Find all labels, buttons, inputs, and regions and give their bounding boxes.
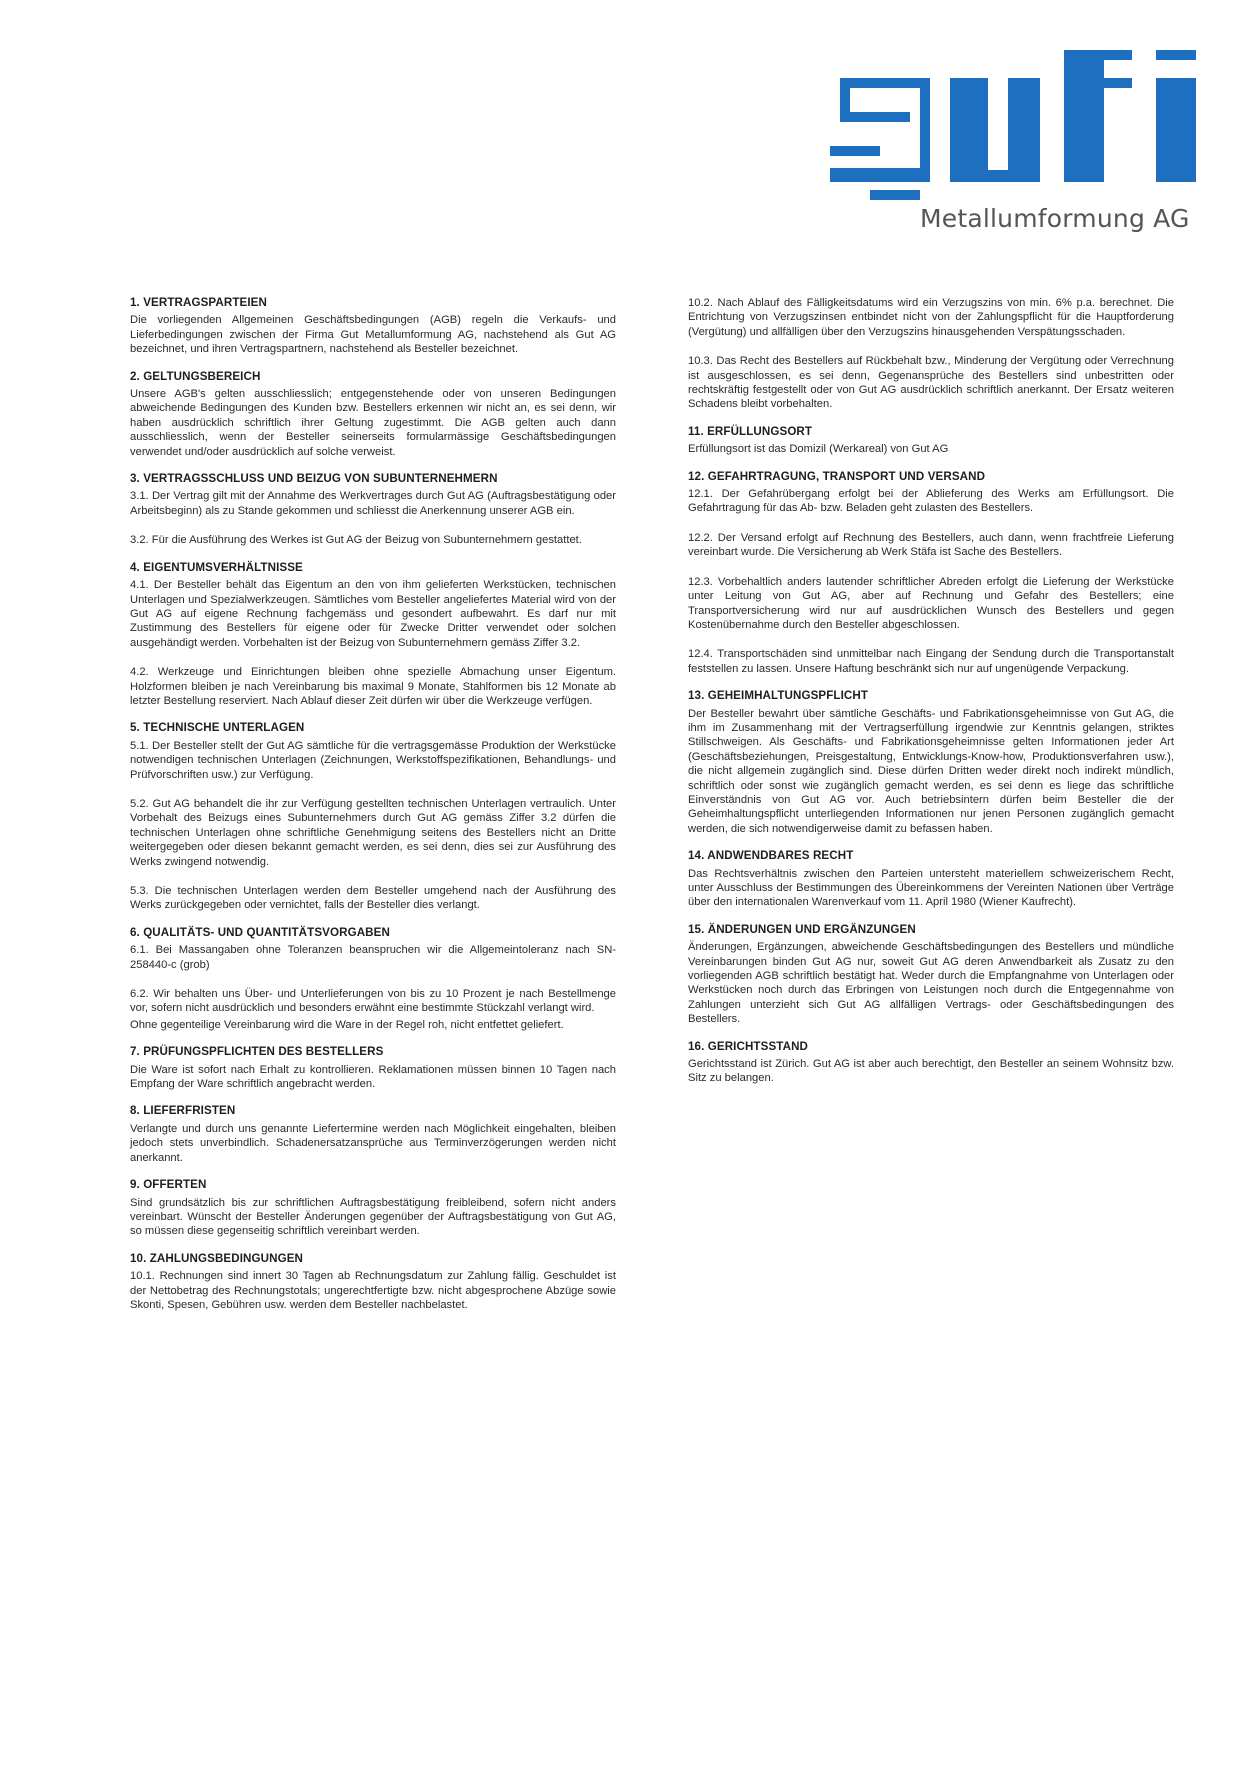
section-paragraph: 10.3. Das Recht des Bestellers auf Rückbehalt bzw., Minderung der Vergütung oder Verrechnung ist ausgeschlossen, es sei denn, Gegenansprüche des Bestellers sind unbestritten oder rechtskräftig festgestellt oder von Gut AG ausdrücklich schriftlich anerkannt. Der Ersatz weiteren Schadens bleibt vorbehalten. bbox=[688, 355, 1174, 411]
section-paragraph: Erfüllungsort ist das Domizil (Werkareal) von Gut AG bbox=[688, 443, 949, 456]
section-heading: 11. ERFÜLLUNGSORT bbox=[688, 424, 813, 438]
section-heading: 16. GERICHTSSTAND bbox=[688, 1039, 809, 1053]
terms-section bbox=[130, 472, 616, 548]
company-logo bbox=[820, 50, 1210, 240]
section-heading: 9. OFFERTEN bbox=[130, 1178, 207, 1192]
logo-letter-g bbox=[830, 78, 930, 200]
section-heading: 15. ÄNDERUNGEN UND ERGÄNZUNGEN bbox=[688, 922, 916, 936]
section-heading: 3. VERTRAGSSCHLUSS UND BEIZUG VON SUBUNTERNEHMERN bbox=[130, 472, 498, 486]
section-heading: 4. EIGENTUMSVERHÄLTNISSE bbox=[130, 560, 303, 574]
section-paragraph: 6.2. Wir behalten uns Über- und Unterlieferungen von bis zu 10 Prozent je nach Bestellmenge vor, sofern nicht ausdrücklich und besonders erwähnt eine bestimmte Stückzahl verlangt wird. bbox=[130, 988, 616, 1015]
section-paragraph: 12.4. Transportschäden sind unmittelbar nach Eingang der Sendung durch die Transportanstalt feststellen zu lassen. Unsere Haftung beschränkt sich nur auf ungenügende Verpackung. bbox=[688, 648, 1174, 675]
terms-section bbox=[130, 1104, 616, 1165]
section-paragraph: 4.2. Werkzeuge und Einrichtungen bleiben ohne spezielle Abmachung unser Eigentum. Holzformen bleiben je nach Vereinbarung bis maximal 9 Monate, Stahlformen bis 12 Monate ab letzter Bestellung reserviert. Nach Ablauf dieser Zeit dürfen wir über die Werkzeuge verfügen. bbox=[130, 666, 616, 707]
terms-section bbox=[688, 1040, 1174, 1086]
terms-section bbox=[130, 1252, 616, 1313]
section-paragraph: 6.1. Bei Massangaben ohne Toleranzen beanspruchen wir die Allgemeintoleranz nach SN-258440-c (grob) bbox=[130, 944, 616, 971]
section-paragraph: 10.2. Nach Ablauf des Fälligkeitsdatums wird ein Verzugszins von min. 6% p.a. berechnet. Die Entrichtung von Verzugszinsen entbindet nicht von der Zahlungspflicht für die Hauptforderung (Vergütung) und allfälligen über den Verzugszins hinausgehenden Verspätungsschaden. bbox=[688, 297, 1174, 338]
section-paragraph: 5.3. Die technischen Unterlagen werden dem Besteller umgehend nach der Ausführung des Werks zurückgegeben oder vernichtet, falls der Besteller dies verlangt. bbox=[130, 885, 616, 912]
section-paragraph: 10.1. Rechnungen sind innert 30 Tagen ab Rechnungsdatum zur Zahlung fällig. Geschuldet ist der Nettobetrag des Rechnungstotals; ungerechtfertigte bzw. nicht abgesprochene Abzüge sowie Skonti, Spesen, Gebühren usw. werden dem Besteller nachbelastet. bbox=[130, 1270, 616, 1311]
terms-section bbox=[130, 1178, 616, 1239]
section-heading: 8. LIEFERFRISTEN bbox=[130, 1104, 236, 1118]
section-heading: 6. QUALITÄTS- UND QUANTITÄTSVORGABEN bbox=[130, 925, 390, 939]
section-heading: 2. GELTUNGSBEREICH bbox=[130, 369, 261, 383]
right-column bbox=[688, 296, 1174, 1099]
section-paragraph: Unsere AGB's gelten ausschliesslich; entgegenstehende oder von unseren Bedingungen abweichende Bedingungen des Kunden bzw. Bestellers erkennen wir nicht an, es sei denn, wir haben ausdrücklich schriftlich ihrer Geltung zugestimmt. Die AGB gelten auch dann ausschliesslich, wenn der Besteller seinerseits formularmässige Geschäftsbedingungen verwendet und/oder ausdrücklich auf solche verweist. bbox=[130, 388, 616, 458]
section-heading: 1. VERTRAGSPARTEIEN bbox=[130, 296, 267, 309]
section-paragraph: 12.2. Der Versand erfolgt auf Rechnung des Bestellers, auch dann, wenn frachtfreie Lieferung vereinbart wurde. Die Versicherung ab Werk Stäfa ist Sache des Bestellers. bbox=[688, 531, 1174, 559]
section-paragraph: Der Besteller bewahrt über sämtliche Geschäfts- und Fabrikationsgeheimnisse von Gut AG, die ihm im Zusammenhang mit der Vertragserfüllung irgendwie zur Kenntnis gelangen, striktes Stillschweigen. Als Geschäfts- und Fabrikationsgeheimnisse gelten Informationen jeder Art (Geschäftsbeziehungen, Preisgestaltung, Entwicklungs-Know-how, Produktionsverfahren usw.), die nicht allgemein zugänglich sind. Diese dürfen Dritten weder direkt noch indirekt mündlich, schriftlich oder sonst wie zugänglich gemacht werden, es sei denn es liege das schriftliche Einverständnis von Gut AG vor. Auch betriebsintern dürfen beim Besteller die der Geheimhaltungspflicht unterliegenden Informationen nur jenen Personen zugänglich gemacht werden, die sich notwendigerweise damit zu befassen haben. bbox=[688, 707, 1174, 835]
logo-letter-t bbox=[1064, 50, 1132, 182]
terms-section bbox=[688, 923, 1174, 1027]
section-paragraph: Die Ware ist sofort nach Erhalt zu kontrollieren. Reklamationen müssen binnen 10 Tagen nach Empfang der Ware schriftlich angebracht werden. bbox=[130, 1063, 616, 1091]
section-heading: 10. ZAHLUNGSBEDINGUNGEN bbox=[130, 1251, 304, 1265]
terms-section bbox=[688, 849, 1174, 910]
terms-section bbox=[130, 370, 616, 459]
section-paragraph: Sind grundsätzlich bis zur schriftlichen Auftragsbestätigung freibleibend, sofern nicht anders vereinbart. Wünscht der Besteller Änderungen gegenüber der Auftragsbestätigung von Gut AG, so müssen diese gegenseitig schriftlich vereinbart werden. bbox=[130, 1196, 616, 1238]
section-paragraph: Verlangte und durch uns genannte Liefertermine werden nach Möglichkeit eingehalten, bleiben jedoch stets unverbindlich. Schadenersatzansprüche aus Terminverzögerungen werden nicht anerkannt. bbox=[130, 1122, 616, 1164]
terms-section bbox=[130, 926, 616, 1032]
terms-section bbox=[688, 425, 1174, 457]
logo-letter-u bbox=[950, 78, 1040, 182]
section-paragraph: Gerichtsstand ist Zürich. Gut AG ist aber auch berechtigt, den Besteller an seinem Wohnsitz bzw. Sitz zu belangen. bbox=[688, 1058, 1174, 1085]
section-heading: 7. PRÜFUNGSPFLICHTEN DES BESTELLERS bbox=[130, 1045, 384, 1059]
section-heading: 13. GEHEIMHALTUNGSPFLICHT bbox=[688, 689, 869, 703]
section-paragraph: Ohne gegenteilige Vereinbarung wird die Ware in der Regel roh, nicht entfettet geliefert. bbox=[130, 1018, 564, 1031]
section-heading: 14. ANDWENDBARES RECHT bbox=[688, 849, 854, 863]
section-paragraph: 5.1. Der Besteller stellt der Gut AG sämtliche für die vertragsgemässe Produktion der Werkstücke notwendigen technischen Unterlagen (Zeichnungen, Werkstoffspezifikationen, Behandlungs- und Prüfvorschriften usw.) zur Verfügung. bbox=[130, 739, 616, 781]
terms-section bbox=[130, 296, 616, 357]
terms-section bbox=[688, 470, 1174, 676]
section-paragraph: Das Rechtsverhältnis zwischen den Parteien untersteht materiellem schweizerischem Recht, unter Ausschluss der Bestimmungen des Übereinkommens der Vereinten Nationen über Verträge über den internationalen Warenverkauf vom 11. April 1980 (Wiener Kaufrecht). bbox=[688, 867, 1174, 909]
terms-section bbox=[130, 721, 616, 912]
left-column bbox=[130, 296, 616, 1325]
section-paragraph: 3.1. Der Vertrag gilt mit der Annahme des Werkvertrages durch Gut AG (Auftragsbestätigung oder Arbeitsbeginn) als zu Stande gekommen und schliesst die Anerkennung unserer AGB ein. bbox=[130, 490, 616, 517]
section-paragraph: 5.2. Gut AG behandelt die ihr zur Verfügung gestellten technischen Unterlagen vertraulich. Unter Vorbehalt des Beizugs eines Subunternehmers durch Gut AG gemäss Ziffer 3.2 dürfen die technischen Unterlagen ohne schriftliche Genehmigung seitens des Bestellers nicht an Dritte weitergegeben oder diesen bekannt gemacht werden, es sei denn, dies sei zur Ausführung des Werks zwingend notwendig. bbox=[130, 797, 616, 868]
section-heading: 12. GEFAHRTRAGUNG, TRANSPORT UND VERSAND bbox=[688, 469, 986, 483]
terms-section bbox=[688, 296, 1174, 412]
terms-section bbox=[130, 561, 616, 709]
section-paragraph: Die vorliegenden Allgemeinen Geschäftsbedingungen (AGB) regeln die Verkaufs- und Lieferbedingungen zwischen der Firma Gut Metallumformung AG, nachstehend als Gut AG bezeichnet, und ihren Vertragspartnern, nachstehend als Besteller bezeichnet. bbox=[130, 314, 616, 356]
terms-section bbox=[130, 1045, 616, 1091]
section-paragraph: Änderungen, Ergänzungen, abweichende Geschäftsbedingungen des Bestellers und mündliche Vereinbarungen binden Gut AG nur, soweit Gut AG deren Anwendbarkeit als Zusatz zu den vorliegenden AGB schriftlich bestätigt hat. Weder durch die Empfangnahme von Unterlagen oder Werkstücken noch durch das Erbringen von Leistungen noch durch die Entgegennahme von Zahlungen unterzieht sich Gut AG allfälligen Vertrags- oder Geschäftsbedingungen des Bestellers. bbox=[688, 941, 1174, 1026]
logo-subtitle: Metallumformung AG bbox=[920, 204, 1190, 233]
section-paragraph: 12.3. Vorbehaltlich anders lautender schriftlicher Abreden erfolgt die Lieferung der Werkstücke unter Leitung von Gut AG, aber auf Rechnung und Gefahr des Bestellers; eine Transportversicherung wird nur auf ausdrücklichen Wunsch des Bestellers und gegen Kostenübernahme durch den Besteller abgeschlossen. bbox=[688, 575, 1174, 631]
terms-section bbox=[688, 689, 1174, 836]
section-paragraph: 12.1. Der Gefahrübergang erfolgt bei der Ablieferung des Werks am Erfüllungsort. Die Gefahrtragung für das Ab- bzw. Beladen geht zulasten des Bestellers. bbox=[688, 488, 1174, 515]
gut-logo-mark bbox=[820, 50, 1210, 200]
logo-letter-i bbox=[1156, 50, 1196, 182]
section-heading: 5. TECHNISCHE UNTERLAGEN bbox=[130, 721, 305, 735]
section-paragraph: 4.1. Der Besteller behält das Eigentum an den von ihm gelieferten Werkstücken, technischen Unterlagen und Spezialwerkzeugen. Sämtliches vom Besteller angeliefertes Material wird von der Gut AG auf eigene Rechnung fachgemäss und gesondert aufbewahrt. Es darf nur mit Zustimmung des Bestellers für eigene oder für Zwecke Dritter verwendet oder solchen ausgehändigt werden. Vorbehalten ist der Beizug von Subunternehmern gemäss Ziffer 3.2. bbox=[130, 579, 616, 649]
section-paragraph: 3.2. Für die Ausführung des Werkes ist Gut AG der Beizug von Subunternehmern gestattet. bbox=[130, 534, 582, 547]
